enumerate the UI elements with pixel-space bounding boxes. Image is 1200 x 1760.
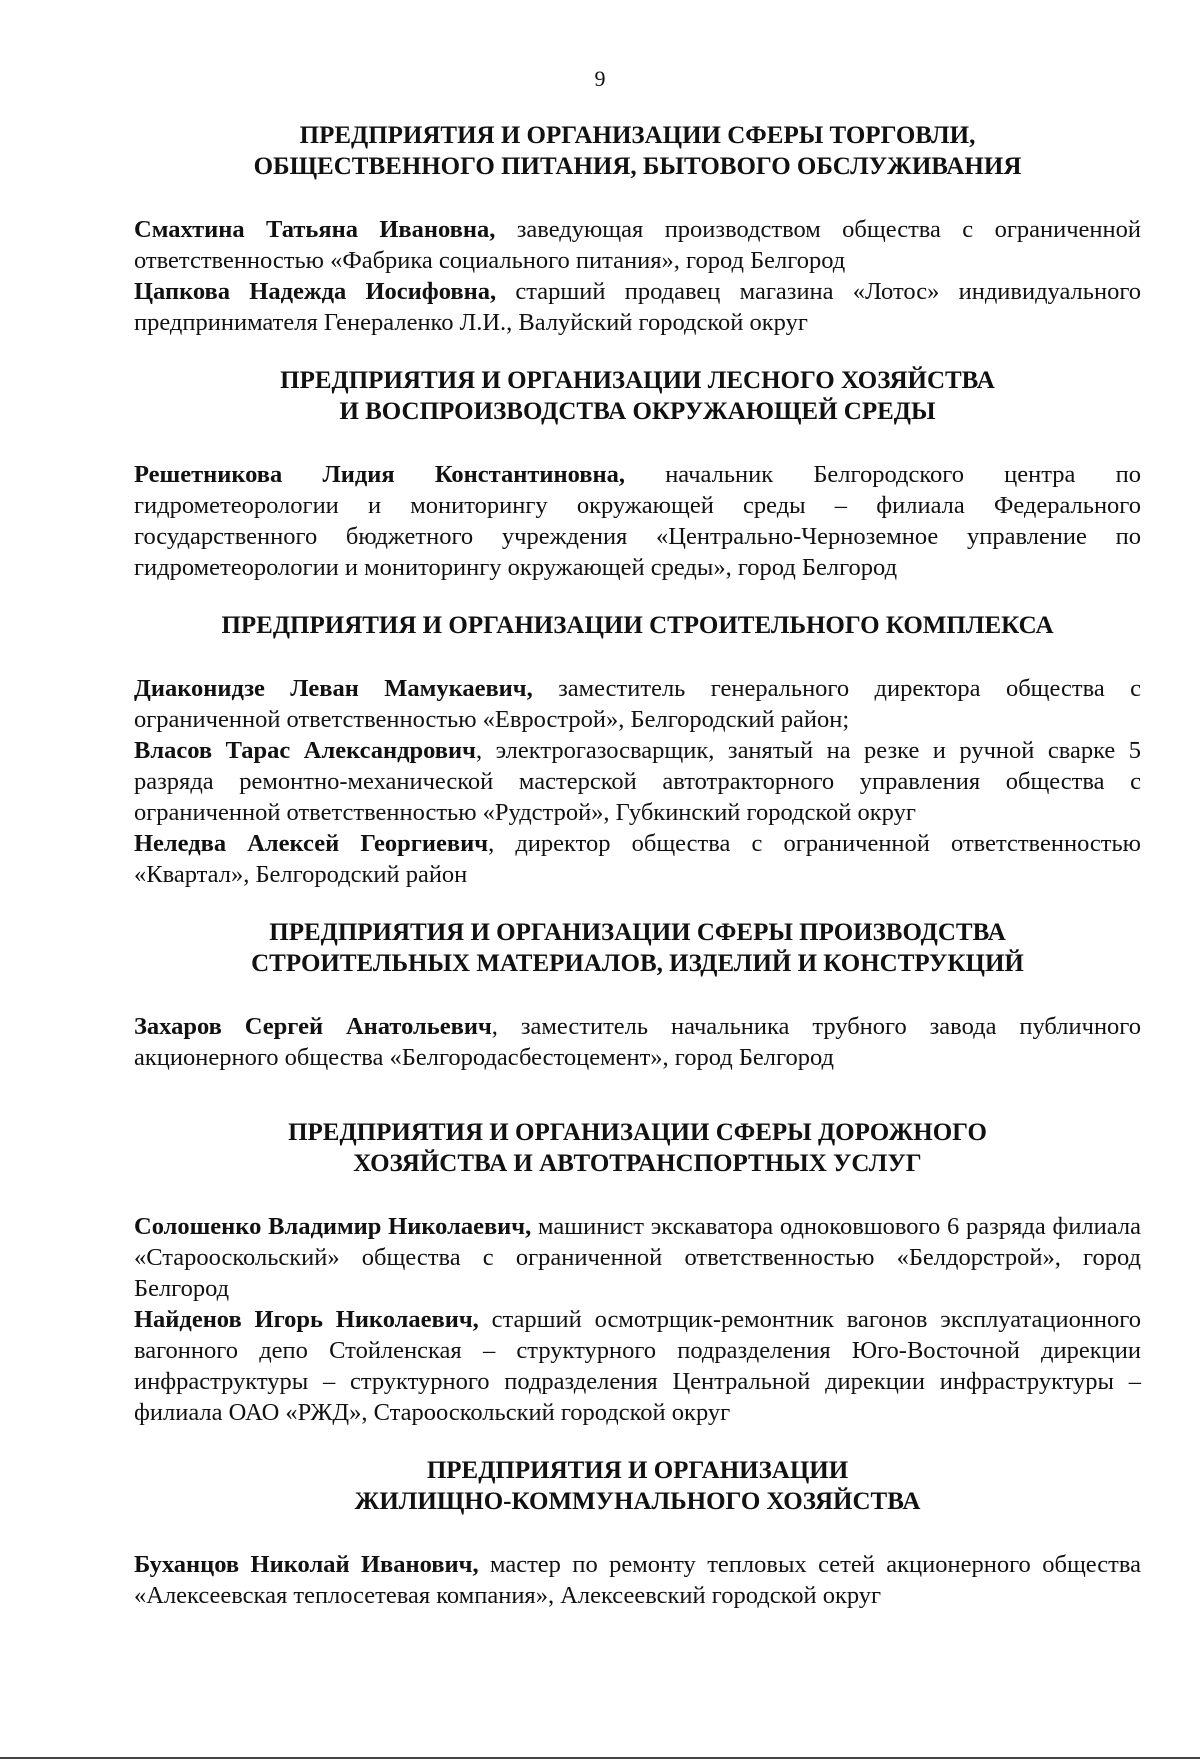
person-position: старший продавец магазина «Лотос» индивидуального предпринимателя Генераленко Л.И., Валуйский городской округ: [134, 278, 1142, 336]
person-name: Неледва Алексей Георгиевич: [134, 830, 489, 857]
person-name: Цапкова Надежда Иосифовна,: [134, 278, 497, 305]
person-position: машинист экскаватора одноковшового 6 разряда филиала «Старооскольский» общества с ограниченной ответственностью «Белдорстрой», город Белгород: [134, 1213, 1141, 1302]
person-name: Диаконидзе Леван Мамукаевич,: [134, 675, 533, 702]
award-entry: [134, 673, 1141, 735]
award-entry: [134, 214, 1141, 276]
section-road-transport: [134, 1117, 1141, 1428]
section-housing-utilities: [134, 1455, 1141, 1611]
person-name: Смахтина Татьяна Ивановна,: [134, 216, 496, 243]
person-position: заместитель генерального директора общества с ограниченной ответственностью «Еврострой», Белгородский район;: [134, 675, 1141, 733]
person-position: , электрогазосварщик, занятый на резке и ручной сварке 5 разряда ремонтно-механической мастерской автотракторного управления общества с ограниченной ответственностью «Рудстрой», Губкинский городской округ: [134, 737, 1141, 826]
heading-line: ПРЕДПРИЯТИЯ И ОРГАНИЗАЦИИ СФЕРЫ ПРОИЗВОДСТВА: [269, 919, 1006, 946]
person-position: заведующая производством общества с ограниченной ответственностью «Фабрика социального питания», город Белгород: [134, 216, 1141, 274]
award-entry: [134, 276, 1141, 338]
person-position: , директор общества с ограниченной ответственностью «Квартал», Белгородский район: [134, 830, 1141, 888]
award-entry: [134, 1549, 1141, 1611]
section-heading: [134, 610, 1141, 641]
heading-line: ХОЗЯЙСТВА И АВТОТРАНСПОРТНЫХ УСЛУГ: [353, 1150, 922, 1177]
section-forestry: [134, 365, 1141, 583]
heading-line: ОБЩЕСТВЕННОГО ПИТАНИЯ, БЫТОВОГО ОБСЛУЖИВАНИЯ: [253, 153, 1022, 180]
person-position: старший осмотрщик-ремонтник вагонов эксплуатационного вагонного депо Стойленская – структурного подразделения Юго-Восточной дирекции инфраструктуры – структурного подразделения Центральной дирекции инфраструктуры – филиала ОАО «РЖД», Старооскольский городской округ: [134, 1306, 1141, 1426]
section-heading: [134, 1117, 1141, 1179]
heading-line: ПРЕДПРИЯТИЯ И ОРГАНИЗАЦИИ ЛЕСНОГО ХОЗЯЙСТВА: [280, 367, 995, 394]
section-heading: [134, 917, 1141, 979]
person-position: , заместитель начальника трубного завода публичного акционерного общества «Белгородасбестоцемент», город Белгород: [134, 1013, 1141, 1071]
person-position: мастер по ремонту тепловых сетей акционерного общества «Алексеевская теплосетевая компания», Алексеевский городской округ: [134, 1551, 1141, 1609]
section-trade: [134, 120, 1141, 338]
document-body: [134, 120, 1141, 1611]
section-heading: [134, 1455, 1141, 1517]
heading-line: ПРЕДПРИЯТИЯ И ОРГАНИЗАЦИИ СТРОИТЕЛЬНОГО КОМПЛЕКСА: [221, 612, 1054, 639]
section-construction: [134, 610, 1141, 890]
person-position: начальник Белгородского центра по гидрометеорологии и мониторингу окружающей среды – филиала Федерального государственного бюджетного учреждения «Центрально-Черноземное управление по гидрометеорологии и мониторингу окружающей среды», город Белгород: [134, 461, 1141, 581]
section-heading: [134, 365, 1141, 427]
person-name: Солошенко Владимир Николаевич,: [134, 1213, 532, 1240]
award-entry: [134, 1011, 1141, 1073]
award-entry: [134, 828, 1141, 890]
section-heading: [134, 120, 1141, 182]
award-entry: [134, 1211, 1141, 1304]
person-name: Решетникова Лидия Константиновна,: [134, 461, 625, 488]
heading-line: И ВОСПРОИЗВОДСТВА ОКРУЖАЮЩЕЙ СРЕДЫ: [339, 398, 936, 425]
heading-line: ПРЕДПРИЯТИЯ И ОРГАНИЗАЦИИ СФЕРЫ ДОРОЖНОГО: [288, 1119, 987, 1146]
award-entry: [134, 459, 1141, 583]
heading-line: СТРОИТЕЛЬНЫХ МАТЕРИАЛОВ, ИЗДЕЛИЙ И КОНСТРУКЦИЙ: [251, 950, 1024, 977]
heading-line: ПРЕДПРИЯТИЯ И ОРГАНИЗАЦИИ СФЕРЫ ТОРГОВЛИ,: [299, 122, 976, 149]
section-building-materials: [134, 917, 1141, 1073]
page-number: 9: [594, 66, 606, 91]
heading-line: ПРЕДПРИЯТИЯ И ОРГАНИЗАЦИИ: [426, 1457, 849, 1484]
award-entry: [134, 1304, 1141, 1428]
award-entry: [134, 735, 1141, 828]
scan-edge-line: [0, 1757, 1200, 1759]
person-name: Найденов Игорь Николаевич,: [134, 1306, 479, 1333]
heading-line: ЖИЛИЩНО-КОММУНАЛЬНОГО ХОЗЯЙСТВА: [354, 1488, 921, 1515]
person-name: Захаров Сергей Анатольевич: [134, 1013, 492, 1040]
person-name: Буханцов Николай Иванович,: [134, 1551, 479, 1578]
person-name: Власов Тарас Александрович: [134, 737, 476, 764]
